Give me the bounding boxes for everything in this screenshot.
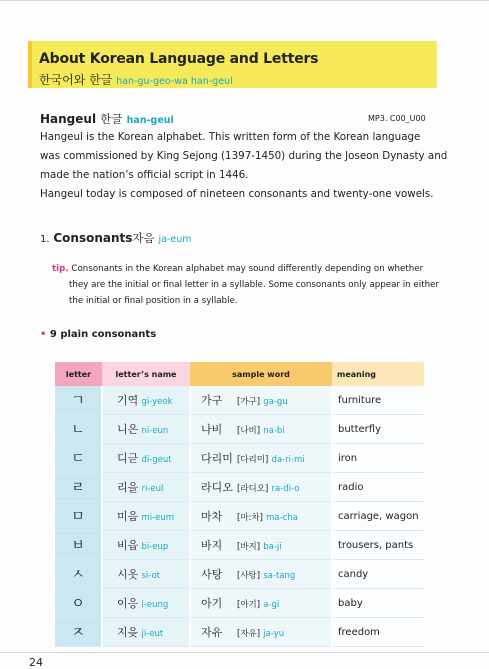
header-meaning: meaning <box>332 362 424 386</box>
sample-word-romanization: ba-ji <box>263 542 282 552</box>
letter-name-romanization: bi-eup <box>141 542 169 552</box>
cell-sample-word <box>190 444 332 473</box>
tip-line-3: the initial or final position in a syllable. <box>69 296 238 306</box>
cell-meaning: freedom <box>332 618 424 647</box>
subtitle-korean: 한국어와 한글 <box>39 73 113 87</box>
cell-letter-name <box>102 444 190 473</box>
sample-word-pronunciation: [가구] <box>237 397 261 407</box>
table-header-row <box>55 362 424 386</box>
cell-sample-word <box>190 560 332 589</box>
intro-line-4: Hangeul today is composed of nineteen consonants and twenty-one vowels. <box>40 188 434 200</box>
cell-letter-name <box>102 618 190 647</box>
cell-letter: ㄹ <box>55 473 102 502</box>
cell-letter-name <box>102 560 190 589</box>
consonants-number: 1. <box>40 234 50 245</box>
sample-word-korean: 자유 <box>201 626 223 639</box>
table-row <box>55 618 424 647</box>
letter-name-korean: 디귿 <box>117 452 139 465</box>
letter-name-korean: 이응 <box>117 597 139 610</box>
cell-letter: ㅁ <box>55 502 102 531</box>
sample-word-pronunciation: [바지] <box>237 542 261 552</box>
cell-letter: ㅈ <box>55 618 102 647</box>
table-row <box>55 473 424 502</box>
sample-word-romanization: da-ri-mi <box>271 455 305 465</box>
letter-name-romanization: si-ot <box>141 571 161 581</box>
title-banner <box>28 41 437 88</box>
intro-line-3: made the nation’s official script in 1446. <box>40 169 249 181</box>
letter-name-korean: 지읒 <box>117 626 139 639</box>
cell-sample-word <box>190 386 332 415</box>
hangeul-heading-romanization: han-geul <box>126 115 174 126</box>
page-subtitle <box>39 71 233 88</box>
consonants-heading-korean: 자음 <box>132 231 155 245</box>
sample-word-pronunciation: [사탕] <box>237 571 261 581</box>
sample-word-pronunciation: [아기] <box>237 600 261 610</box>
cell-letter-name <box>102 415 190 444</box>
cell-sample-word <box>190 618 332 647</box>
subtitle-romanization: han-gu-geo-wa han-geul <box>116 76 233 87</box>
sample-word-pronunciation: [나비] <box>237 426 261 436</box>
cell-letter: ㅂ <box>55 531 102 560</box>
cell-letter-name <box>102 473 190 502</box>
sample-word-romanization: sa-tang <box>263 571 296 581</box>
cell-sample-word <box>190 473 332 502</box>
intro-line-2: was commissioned by King Sejong (1397-1450) during the Joseon Dynasty and <box>40 150 448 162</box>
sample-word-korean: 아기 <box>201 597 223 610</box>
letter-name-romanization: di-geut <box>141 455 172 465</box>
sample-word-korean: 사탕 <box>201 568 223 581</box>
table-row <box>55 589 424 618</box>
letter-name-romanization: i-eung <box>141 600 169 610</box>
header-sample-word: sample word <box>190 362 332 386</box>
sample-word-korean: 다리미 <box>201 452 233 465</box>
sample-word-romanization: ga-gu <box>263 397 288 407</box>
tip-line-1 <box>52 264 423 274</box>
consonants-heading <box>40 230 191 246</box>
page-bottom-border <box>0 652 489 653</box>
cell-letter: ㄱ <box>55 386 102 415</box>
sample-word-pronunciation: [마:차] <box>237 513 263 523</box>
letter-name-korean: 비읍 <box>117 539 139 552</box>
letter-name-romanization: ji-eut <box>141 629 164 639</box>
cell-sample-word <box>190 531 332 560</box>
cell-letter: ㅅ <box>55 560 102 589</box>
tip-text-1: Consonants in the Korean alphabet may sound differently depending on whether <box>71 264 424 274</box>
page-top-border <box>0 0 489 1</box>
cell-meaning: radio <box>332 473 424 502</box>
letter-name-korean: 기역 <box>117 394 139 407</box>
sample-word-romanization: ja-yu <box>263 629 285 639</box>
hangeul-heading <box>40 111 174 127</box>
consonants-heading-text: Consonants <box>53 231 133 245</box>
cell-letter: ㄷ <box>55 444 102 473</box>
cell-letter-name <box>102 589 190 618</box>
cell-sample-word <box>190 415 332 444</box>
table-row <box>55 386 424 415</box>
cell-sample-word <box>190 589 332 618</box>
letter-name-romanization: ri-eul <box>141 484 164 494</box>
cell-meaning: trousers, pants <box>332 531 424 560</box>
consonants-heading-romanization: ja-eum <box>158 234 192 245</box>
sample-word-pronunciation: [라디오] <box>237 484 269 494</box>
sample-word-korean: 마차 <box>201 510 223 523</box>
mp3-track-label: MP3. C00_U00 <box>368 114 426 123</box>
plain-consonants-heading <box>40 329 156 340</box>
letter-name-korean: 미음 <box>117 510 139 523</box>
cell-letter-name <box>102 502 190 531</box>
cell-letter: ㄴ <box>55 415 102 444</box>
sample-word-korean: 가구 <box>201 394 223 407</box>
cell-letter: ㅇ <box>55 589 102 618</box>
sample-word-romanization: na-bi <box>263 426 285 436</box>
title-accent-bar <box>28 41 32 88</box>
cell-letter-name <box>102 386 190 415</box>
header-letter: letter <box>55 362 102 386</box>
tip-line-2: they are the initial or final letter in a syllable. Some consonants only appear in either <box>69 280 440 290</box>
hangeul-heading-korean: 한글 <box>100 112 123 126</box>
tip-label: tip. <box>52 264 69 274</box>
sample-word-romanization: ra-di-o <box>271 484 300 494</box>
table-row <box>55 560 424 589</box>
sample-word-pronunciation: [자유] <box>237 629 261 639</box>
plain-consonants-heading-text: 9 plain consonants <box>49 329 157 340</box>
table-row <box>55 502 424 531</box>
letter-name-romanization: mi-eum <box>141 513 175 523</box>
cell-meaning: candy <box>332 560 424 589</box>
cell-letter-name <box>102 531 190 560</box>
table-row <box>55 415 424 444</box>
cell-meaning: iron <box>332 444 424 473</box>
letter-name-romanization: ni-eun <box>141 426 169 436</box>
hangeul-heading-text: Hangeul <box>40 112 97 126</box>
sample-word-romanization: ma-cha <box>266 513 298 523</box>
letter-name-korean: 니은 <box>117 423 139 436</box>
sample-word-romanization: a-gi <box>263 600 280 610</box>
sample-word-pronunciation: [다리미] <box>237 455 269 465</box>
sample-word-korean: 바지 <box>201 539 223 552</box>
cell-meaning: butterfly <box>332 415 424 444</box>
page-title: About Korean Language and Letters <box>39 51 319 67</box>
bullet-icon: • <box>40 329 47 340</box>
table-row <box>55 531 424 560</box>
cell-meaning: furniture <box>332 386 424 415</box>
sample-word-korean: 라디오 <box>201 481 233 494</box>
cell-meaning: carriage, wagon <box>332 502 424 531</box>
page-number: 24 <box>29 656 43 669</box>
letter-name-korean: 시옷 <box>117 568 139 581</box>
header-letter-name: letter’s name <box>102 362 190 386</box>
table-row <box>55 444 424 473</box>
intro-line-1: Hangeul is the Korean alphabet. This written form of the Korean language <box>40 131 421 143</box>
letter-name-romanization: gi-yeok <box>141 397 173 407</box>
cell-meaning: baby <box>332 589 424 618</box>
consonant-table <box>55 362 424 647</box>
sample-word-korean: 나비 <box>201 423 223 436</box>
cell-sample-word <box>190 502 332 531</box>
letter-name-korean: 리을 <box>117 481 139 494</box>
